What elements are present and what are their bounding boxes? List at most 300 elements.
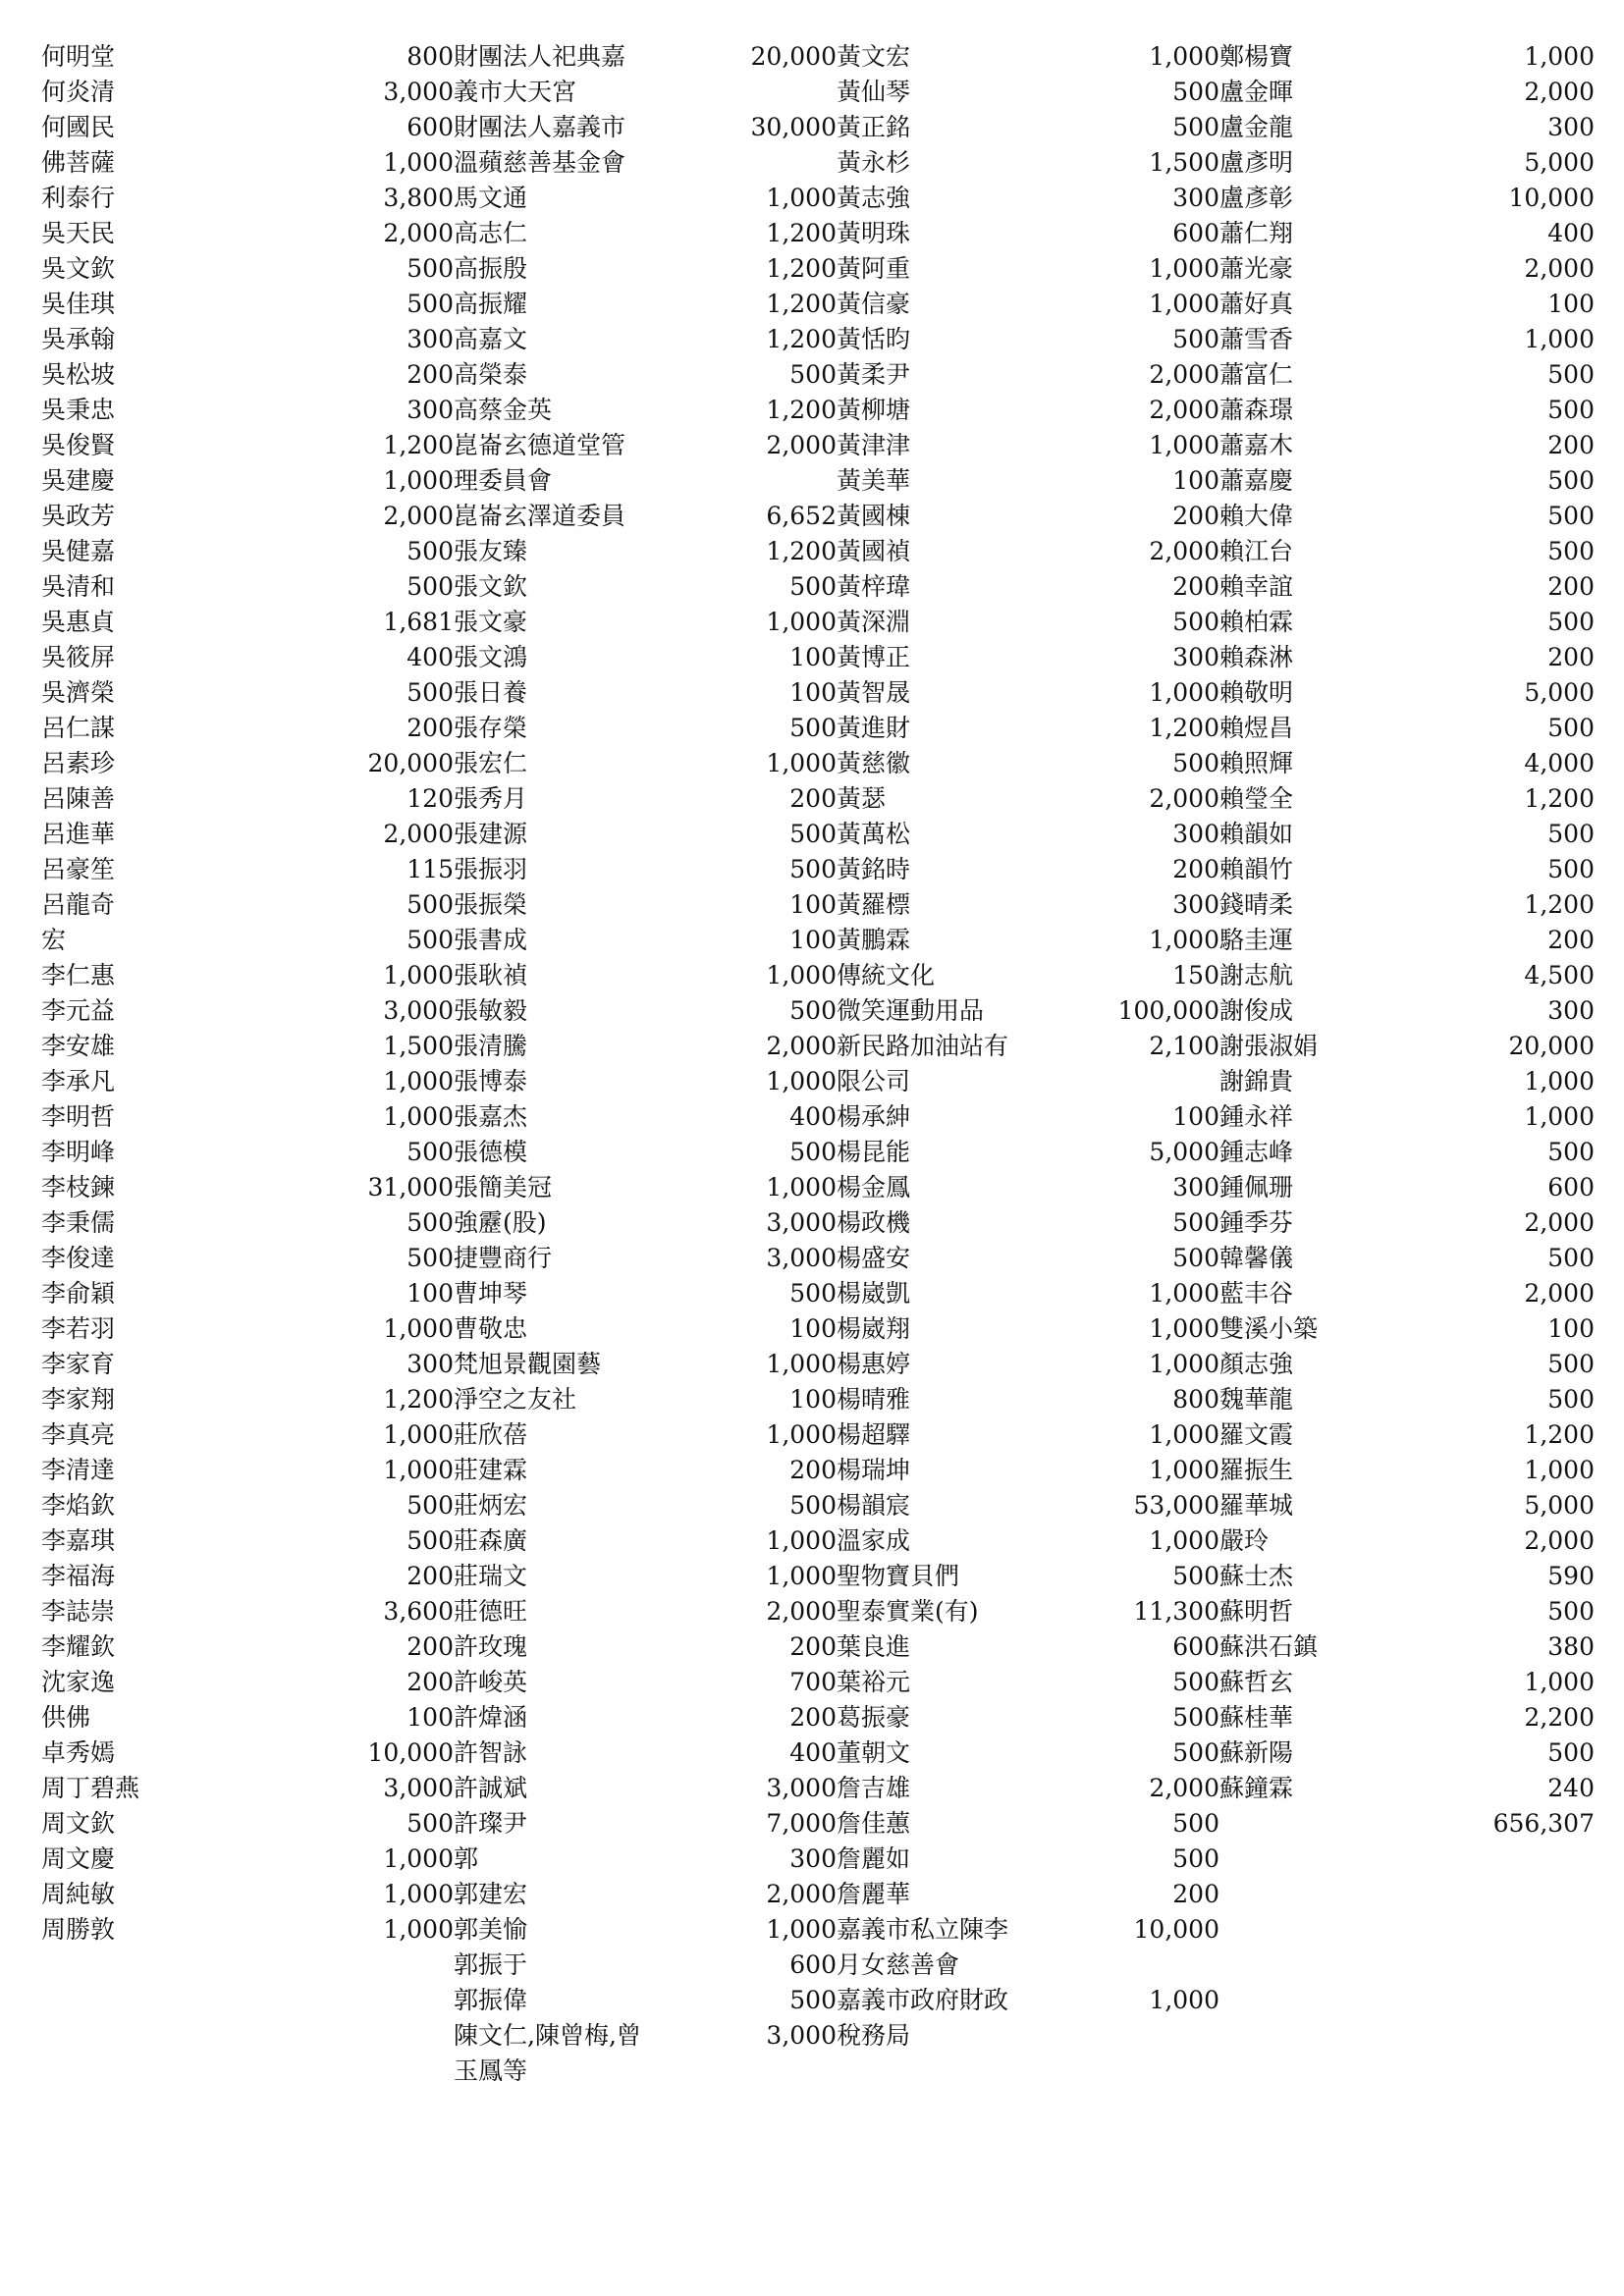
- donor-entry: [1219, 1205, 1595, 1241]
- donor-entry: [837, 1629, 1219, 1665]
- donor-name: 賴幸誼: [1219, 572, 1294, 601]
- donor-entry: [454, 1488, 837, 1523]
- donor-name: 周丁碧燕: [41, 1774, 140, 1802]
- donor-entry: [1219, 958, 1595, 993]
- donor-name: 郭建宏: [454, 1880, 528, 1908]
- donor-entry: [454, 357, 837, 393]
- donor-entry: [454, 1842, 837, 1877]
- donation-amount: 300: [1172, 184, 1219, 212]
- donation-amount: 600: [789, 1950, 837, 1979]
- donation-amount: 200: [406, 714, 454, 742]
- donor-entry: [1219, 640, 1595, 675]
- donation-amount: 1,200: [766, 219, 837, 247]
- donation-amount: 1,000: [1149, 254, 1219, 283]
- donation-amount: 2,000: [766, 1032, 837, 1060]
- donor-name: 賴森淋: [1219, 643, 1294, 671]
- donor-name: 蕭嘉慶: [1219, 466, 1294, 495]
- donation-amount: 1,000: [383, 1844, 454, 1873]
- donor-name: 張友臻: [454, 537, 528, 565]
- donor-name: 張日養: [454, 678, 528, 707]
- donor-entry: [41, 1771, 454, 1806]
- donor-name: 張敏毅: [454, 996, 528, 1025]
- donor-entry: [1219, 251, 1595, 287]
- donor-name: 強靂(股): [454, 1208, 547, 1237]
- donor-entry: [41, 110, 454, 145]
- donor-name: 黃梓瑋: [837, 572, 911, 601]
- donor-name: 郭美愉: [454, 1915, 528, 1944]
- donor-name: 黃慈徽: [837, 749, 911, 777]
- donor-name: 盧彥明: [1219, 148, 1294, 177]
- donor-name: 李仁惠: [41, 961, 116, 989]
- donation-amount: 200: [1547, 926, 1595, 954]
- donor-entry: [41, 322, 454, 357]
- donation-amount: 2,000: [766, 431, 837, 459]
- donor-entry: [41, 463, 454, 499]
- donor-entry: [837, 181, 1219, 216]
- donation-amount: 4,000: [1524, 749, 1595, 777]
- donor-name: 吳建慶: [41, 466, 116, 495]
- donor-entry: [1219, 1241, 1595, 1276]
- donation-amount: 4,500: [1524, 961, 1595, 989]
- donor-name: 黃柳塘: [837, 396, 911, 424]
- donor-name: 高蔡金英: [454, 396, 553, 424]
- donor-entry: [1219, 993, 1595, 1029]
- donor-entry: [837, 958, 1219, 993]
- donation-amount: 300: [406, 396, 454, 424]
- donation-amount: 1,000: [1149, 42, 1219, 71]
- donor-name: 吳濟榮: [41, 678, 116, 707]
- donor-name: 蕭好真: [1219, 290, 1294, 318]
- donor-name: 莊瑞文: [454, 1562, 528, 1590]
- donor-name: 黃正銘: [837, 113, 911, 141]
- donor-entry: [41, 993, 454, 1029]
- donor-name: 李明峰: [41, 1138, 116, 1166]
- donor-entry: [454, 499, 837, 534]
- donation-amount: 100,000: [1117, 996, 1219, 1025]
- donor-name: 駱圭運: [1219, 926, 1294, 954]
- donor-name: 黃鵬霖: [837, 926, 911, 954]
- donor-entry: [837, 1205, 1219, 1241]
- donor-name: 許玫瑰: [454, 1632, 528, 1661]
- donor-name: 李家育: [41, 1350, 116, 1378]
- donation-amount: 3,000: [766, 2021, 837, 2050]
- donor-entry: [837, 923, 1219, 958]
- donor-name: 謝俊成: [1219, 996, 1294, 1025]
- donor-entry: [454, 1523, 837, 1559]
- donation-amount: 1,500: [383, 1032, 454, 1060]
- donation-amount: 1,000: [383, 148, 454, 177]
- donor-entry: [41, 393, 454, 428]
- donor-entry: [1219, 1629, 1595, 1665]
- donation-amount: 200: [1547, 572, 1595, 601]
- donor-entry: [454, 711, 837, 746]
- donor-name: 錢晴柔: [1219, 890, 1294, 919]
- donor-name: 鍾季芬: [1219, 1208, 1294, 1237]
- column-3: [837, 39, 1219, 2054]
- donation-amount: 500: [406, 678, 454, 707]
- donor-name: 魏華龍: [1219, 1385, 1294, 1414]
- donation-amount: 1,000: [1524, 1102, 1595, 1131]
- donor-entry: [1219, 39, 1595, 75]
- donation-amount: 200: [789, 784, 837, 813]
- donor-name: 楊晴雅: [837, 1385, 911, 1414]
- donor-name: 黃深淵: [837, 608, 911, 636]
- donor-entry: [1219, 1099, 1595, 1135]
- donor-entry: [41, 1735, 454, 1771]
- donor-entry: [837, 1488, 1219, 1523]
- donor-name: 楊惠婷: [837, 1350, 911, 1378]
- donation-amount: 1,000: [383, 1314, 454, 1343]
- donor-entry: [41, 1099, 454, 1135]
- donation-amount: 1,000: [766, 1420, 837, 1449]
- donor-name: 詹佳蕙: [837, 1809, 911, 1838]
- donation-amount: 1,000: [766, 1526, 837, 1555]
- donation-amount: 2,000: [1524, 1279, 1595, 1308]
- donor-entry: [454, 1347, 837, 1382]
- donor-name: 葉裕元: [837, 1668, 911, 1696]
- donor-name: 楊韻宸: [837, 1491, 911, 1520]
- donation-amount: 1,000: [383, 961, 454, 989]
- donor-name: 張德模: [454, 1138, 528, 1166]
- donor-name: 李真亮: [41, 1420, 116, 1449]
- donor-entry: [837, 428, 1219, 463]
- donation-amount: 500: [1172, 1244, 1219, 1272]
- donor-entry: [454, 1700, 837, 1735]
- donor-name: 黃國棟: [837, 502, 911, 530]
- donation-amount: 3,600: [383, 1597, 454, 1626]
- donation-amount: 500: [1547, 608, 1595, 636]
- donor-name: 崑崙玄澤道委員: [454, 502, 626, 530]
- donation-amount: 3,800: [383, 184, 454, 212]
- donor-name: 黃志強: [837, 184, 911, 212]
- donor-entry: [41, 1665, 454, 1700]
- donor-entry: [1219, 499, 1595, 534]
- donation-amount: 1,200: [383, 1385, 454, 1414]
- donation-amount: 500: [1172, 78, 1219, 106]
- donation-amount: 1,200: [766, 396, 837, 424]
- donor-name: 李枝鍊: [41, 1173, 116, 1201]
- donation-amount: 2,000: [1149, 537, 1219, 565]
- donation-amount: 200: [406, 1668, 454, 1696]
- donor-name: 羅華城: [1219, 1491, 1294, 1520]
- donor-entry: [41, 1594, 454, 1629]
- donor-name: 賴韻竹: [1219, 855, 1294, 883]
- donor-name: 張振榮: [454, 890, 528, 919]
- donation-amount: 1,000: [766, 1067, 837, 1095]
- donor-name: 吳文欽: [41, 254, 116, 283]
- donor-entry: [1219, 852, 1595, 887]
- donor-entry: [41, 1064, 454, 1099]
- donor-name: 蕭雪香: [1219, 325, 1294, 353]
- donor-entry: [1219, 781, 1595, 817]
- donor-entry: [1219, 322, 1595, 357]
- donor-name: 羅振生: [1219, 1456, 1294, 1484]
- donor-name: 蕭光豪: [1219, 254, 1294, 283]
- donation-amount: 500: [1172, 1703, 1219, 1732]
- donation-amount: 240: [1547, 1774, 1595, 1802]
- donation-amount: 200: [789, 1703, 837, 1732]
- donor-entry: [454, 887, 837, 923]
- donor-name: 謝志航: [1219, 961, 1294, 989]
- donor-name: 黃瑟: [837, 784, 887, 813]
- donor-name: 陳文仁,陳曾梅,曾 玉鳳等: [454, 2021, 641, 2085]
- donation-amount: 500: [1172, 608, 1219, 636]
- donation-amount: 100: [789, 926, 837, 954]
- donation-amount: 1,000: [383, 466, 454, 495]
- donor-entry: [1219, 569, 1595, 605]
- donor-name: 葛振豪: [837, 1703, 911, 1732]
- donation-amount: 500: [406, 290, 454, 318]
- donor-name: 沈家逸: [41, 1668, 116, 1696]
- donor-entry: [454, 817, 837, 852]
- donor-name: 李安雄: [41, 1032, 116, 1060]
- donor-entry: [1219, 1523, 1595, 1559]
- donor-entry: [1219, 534, 1595, 569]
- donation-amount: 500: [406, 1138, 454, 1166]
- donor-name: 盧金龍: [1219, 113, 1294, 141]
- donation-amount: 500: [789, 855, 837, 883]
- donor-name: 李明哲: [41, 1102, 116, 1131]
- donation-amount: 500: [1172, 749, 1219, 777]
- donation-amount: 100: [406, 1703, 454, 1732]
- donor-entry: [41, 1276, 454, 1311]
- donor-name: 周勝敦: [41, 1915, 116, 1944]
- donation-amount: 1,000: [766, 749, 837, 777]
- donor-entry: [454, 1241, 837, 1276]
- donation-amount: 700: [789, 1668, 837, 1696]
- donor-entry: [41, 569, 454, 605]
- donation-amount: 2,000: [1149, 1774, 1219, 1802]
- donation-amount: 300: [1172, 1173, 1219, 1201]
- donation-amount: 1,000: [766, 1915, 837, 1944]
- donor-name: 張清騰: [454, 1032, 528, 1060]
- donor-entry: [837, 1806, 1219, 1842]
- donor-name: 吳秉忠: [41, 396, 116, 424]
- donation-amount: 1,000: [1149, 1986, 1219, 2014]
- donor-entry: [1219, 1665, 1595, 1700]
- donation-amount: 500: [1547, 1597, 1595, 1626]
- donation-amount: 1,500: [1149, 148, 1219, 177]
- donation-amount: 1,200: [766, 325, 837, 353]
- column-1: [41, 39, 454, 1948]
- donor-name: 賴江台: [1219, 537, 1294, 565]
- donation-amount: 500: [1172, 1738, 1219, 1767]
- donor-name: 莊德旺: [454, 1597, 528, 1626]
- donation-amount: 100: [1172, 466, 1219, 495]
- donor-name: 許智詠: [454, 1738, 528, 1767]
- donor-entry: [41, 1806, 454, 1842]
- donation-amount: 200: [406, 1632, 454, 1661]
- donor-name: 蕭森璟: [1219, 396, 1294, 424]
- column-4: [1219, 39, 1595, 1838]
- donor-entry: [454, 781, 837, 817]
- donation-amount: 2,000: [1149, 360, 1219, 389]
- donor-entry: [837, 1029, 1219, 1099]
- donor-name: 黃仙琴: [837, 78, 911, 106]
- donation-amount: 6,652: [766, 502, 837, 530]
- donor-entry: [41, 1559, 454, 1594]
- donor-name: 高榮泰: [454, 360, 528, 389]
- donation-amount: 1,200: [766, 290, 837, 318]
- donation-amount: 100: [406, 1279, 454, 1308]
- donor-entry: [1219, 357, 1595, 393]
- donation-amount: 500: [406, 1208, 454, 1237]
- donor-entry: [837, 711, 1219, 746]
- donor-name: 周文慶: [41, 1844, 116, 1873]
- donor-entry: [1219, 110, 1595, 145]
- donor-entry: [41, 1347, 454, 1382]
- donor-name: 佛菩薩: [41, 148, 116, 177]
- donor-name: 蘇明哲: [1219, 1597, 1294, 1626]
- donor-entry: [1219, 1488, 1595, 1523]
- donor-name: 淨空之友社: [454, 1385, 577, 1414]
- donation-amount: 200: [1172, 572, 1219, 601]
- donation-amount: 300: [406, 325, 454, 353]
- donor-name: 吳天民: [41, 219, 116, 247]
- donation-amount: 100: [789, 890, 837, 919]
- donor-name: 呂陳善: [41, 784, 116, 813]
- donation-amount: 2,000: [766, 1880, 837, 1908]
- donor-name: 葉良進: [837, 1632, 911, 1661]
- donation-amount: 200: [1547, 643, 1595, 671]
- donation-amount: 500: [406, 1491, 454, 1520]
- donor-name: 高振殷: [454, 254, 528, 283]
- donation-amount: 100: [1547, 290, 1595, 318]
- donor-entry: [1219, 216, 1595, 251]
- donor-name: 李若羽: [41, 1314, 116, 1343]
- donor-name: 黃阿重: [837, 254, 911, 283]
- donor-entry: [1219, 181, 1595, 216]
- donation-amount: 1,200: [1524, 784, 1595, 813]
- donor-name: 賴瑩全: [1219, 784, 1294, 813]
- donation-amount: 2,000: [1149, 784, 1219, 813]
- donor-entry: [454, 1877, 837, 1912]
- donor-entry: [1219, 1453, 1595, 1488]
- grand-total-amount: 656,307: [1492, 1809, 1595, 1838]
- donor-entry: [837, 1276, 1219, 1311]
- donation-amount: 300: [406, 1350, 454, 1378]
- donation-amount: 1,000: [1149, 1420, 1219, 1449]
- donation-amount: 1,200: [766, 537, 837, 565]
- donor-name: 李福海: [41, 1562, 116, 1590]
- donor-entry: [1219, 605, 1595, 640]
- donor-entry: [41, 605, 454, 640]
- donor-entry: [454, 923, 837, 958]
- donation-amount: 380: [1547, 1632, 1595, 1661]
- donor-name: 吳松坡: [41, 360, 116, 389]
- donor-entry: [837, 1983, 1219, 2054]
- donation-amount: 2,200: [1524, 1703, 1595, 1732]
- donation-amount: 200: [1172, 1880, 1219, 1908]
- donor-name: 張書成: [454, 926, 528, 954]
- donation-amount: 3,000: [383, 996, 454, 1025]
- donation-amount: 100: [1172, 1102, 1219, 1131]
- donor-name: 楊瑞坤: [837, 1456, 911, 1484]
- donor-entry: [454, 322, 837, 357]
- donation-amount: 300: [789, 1844, 837, 1873]
- donor-name: 嘉義市私立陳李 月女慈善會: [837, 1915, 1009, 1979]
- donor-name: 楊崴翔: [837, 1314, 911, 1343]
- donor-name: 楊超驛: [837, 1420, 911, 1449]
- donation-amount: 3,000: [766, 1774, 837, 1802]
- donor-name: 周文欽: [41, 1809, 116, 1838]
- donation-amount: 115: [406, 855, 454, 883]
- donor-entry: [1219, 287, 1595, 322]
- donor-entry: [454, 1417, 837, 1453]
- donor-entry: [837, 1842, 1219, 1877]
- donor-entry: [837, 1700, 1219, 1735]
- donor-name: 利泰行: [41, 184, 116, 212]
- donor-name: 莊欣蓓: [454, 1420, 528, 1449]
- donation-amount: 200: [1172, 502, 1219, 530]
- donor-name: 蘇桂華: [1219, 1703, 1294, 1732]
- donor-entry: [41, 1170, 454, 1205]
- donation-amount: 31,000: [367, 1173, 454, 1201]
- donation-amount: 500: [406, 1526, 454, 1555]
- donor-entry: [837, 357, 1219, 393]
- donor-entry: [1219, 75, 1595, 110]
- donor-name: 吳健嘉: [41, 537, 116, 565]
- donor-name: 吳承翰: [41, 325, 116, 353]
- donation-amount: 500: [1547, 466, 1595, 495]
- donation-amount: 200: [1172, 855, 1219, 883]
- donor-name: 詹麗如: [837, 1844, 911, 1873]
- donor-entry: [454, 1382, 837, 1417]
- donor-name: 蘇新陽: [1219, 1738, 1294, 1767]
- donor-name: 何國民: [41, 113, 116, 141]
- donation-amount: 1,000: [1149, 678, 1219, 707]
- donation-amount: 1,000: [383, 1880, 454, 1908]
- donor-name: 呂進華: [41, 820, 116, 848]
- donor-name: 賴大偉: [1219, 502, 1294, 530]
- donor-entry: [41, 1241, 454, 1276]
- donor-name: 黃進財: [837, 714, 911, 742]
- donor-entry: [1219, 1029, 1595, 1064]
- donor-entry: [837, 145, 1219, 181]
- donor-name: 鄭楊寶: [1219, 42, 1294, 71]
- donor-entry: [454, 428, 837, 499]
- donor-entry: [454, 1029, 837, 1064]
- donor-name: 莊炳宏: [454, 1491, 528, 1520]
- donation-amount: 1,000: [1524, 1456, 1595, 1484]
- donation-amount: 150: [1172, 961, 1219, 989]
- donor-entry: [41, 534, 454, 569]
- donor-entry: [1219, 1064, 1595, 1099]
- donor-name: 張耿禎: [454, 961, 528, 989]
- donation-amount: 400: [789, 1738, 837, 1767]
- donor-entry: [41, 499, 454, 534]
- donor-name: 溫家成: [837, 1526, 911, 1555]
- donor-name: 李耀欽: [41, 1632, 116, 1661]
- donation-amount: 800: [406, 42, 454, 71]
- donation-amount: 500: [1172, 1562, 1219, 1590]
- donation-amount: 1,200: [383, 431, 454, 459]
- donation-amount: 500: [1547, 1350, 1595, 1378]
- donor-name: 張振羽: [454, 855, 528, 883]
- donation-amount: 100: [789, 643, 837, 671]
- donor-entry: [41, 1029, 454, 1064]
- donor-name: 黃柔尹: [837, 360, 911, 389]
- donor-name: 何炎清: [41, 78, 116, 106]
- donor-entry: [1219, 1135, 1595, 1170]
- donor-name: 雙溪小築: [1219, 1314, 1319, 1343]
- donor-name: 吳筱屏: [41, 643, 116, 671]
- donor-name: 李清達: [41, 1456, 116, 1484]
- donor-entry: [837, 534, 1219, 569]
- donor-name: 張建源: [454, 820, 528, 848]
- donor-entry: [1219, 1771, 1595, 1806]
- donor-entry: [454, 1665, 837, 1700]
